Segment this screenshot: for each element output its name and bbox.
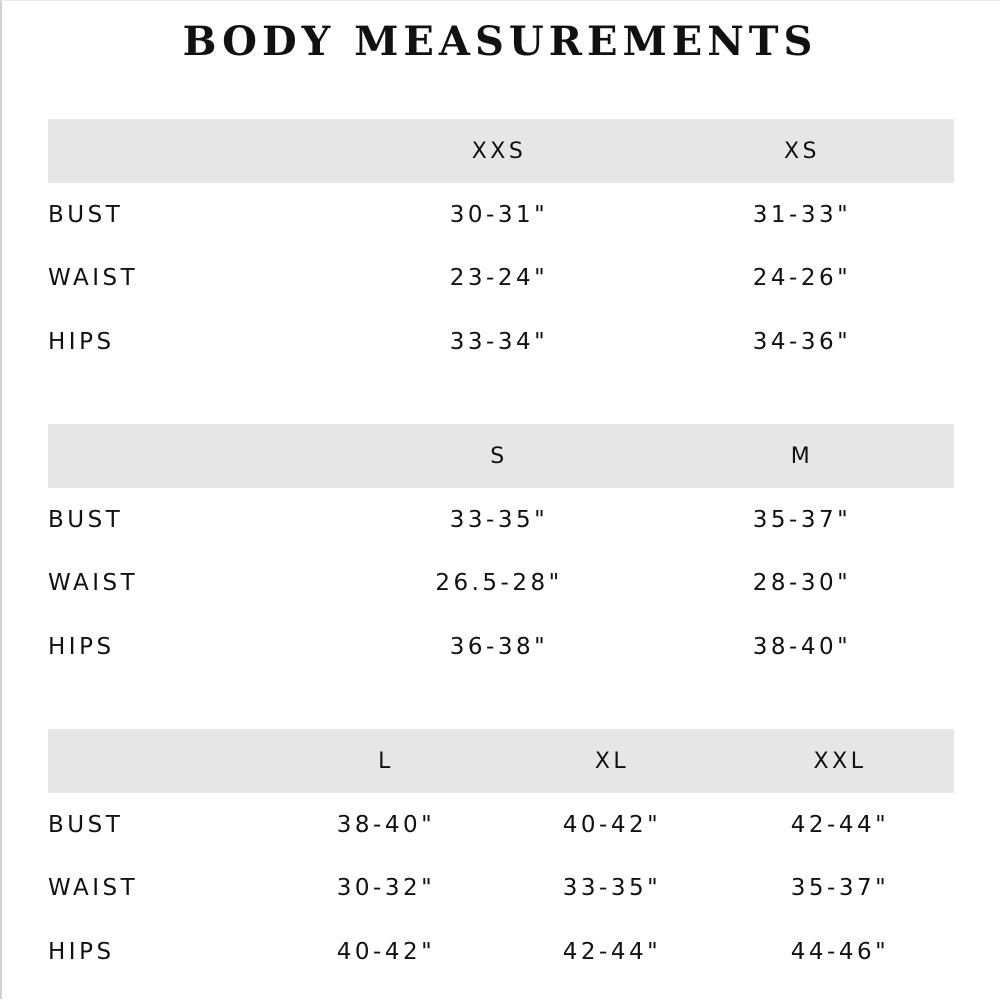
page-title: BODY MEASUREMENTS	[182, 18, 818, 65]
measurement-label: HIPS	[48, 328, 115, 355]
size-table-2	[48, 424, 954, 679]
size-header: XL	[594, 748, 630, 774]
table-row	[48, 793, 954, 857]
measurement-label: HIPS	[48, 938, 115, 965]
table-header-row	[48, 119, 954, 183]
table-row	[48, 552, 954, 616]
measurement-value: 28-30"	[752, 570, 852, 597]
measurement-value: 33-35"	[449, 506, 549, 533]
size-table-3	[48, 729, 954, 984]
measurement-value: 40-42"	[336, 938, 436, 965]
table-header-row	[48, 424, 954, 488]
size-header: M	[790, 443, 814, 469]
measurement-label: BUST	[48, 506, 124, 533]
size-table-1	[48, 119, 954, 374]
measurement-value: 38-40"	[752, 633, 852, 660]
measurement-value: 42-44"	[562, 938, 662, 965]
measurement-value: 31-33"	[752, 201, 852, 228]
table-header-row	[48, 729, 954, 793]
measurement-label: WAIST	[48, 570, 139, 597]
table-row	[48, 488, 954, 552]
size-header: XXS	[471, 138, 527, 164]
measurement-value: 42-44"	[790, 811, 890, 838]
table-row	[48, 183, 954, 247]
measurement-label: WAIST	[48, 265, 139, 292]
measurement-value: 38-40"	[336, 811, 436, 838]
measurement-value: 40-42"	[562, 811, 662, 838]
size-header: L	[378, 748, 394, 774]
measurement-value: 35-37"	[752, 506, 852, 533]
measurement-label: WAIST	[48, 875, 139, 902]
table-row	[48, 615, 954, 679]
measurement-value: 30-32"	[336, 875, 436, 902]
measurement-value: 33-34"	[449, 328, 549, 355]
measurement-value: 30-31"	[449, 201, 549, 228]
size-header: XXL	[813, 748, 867, 774]
table-row	[48, 247, 954, 311]
table-row	[48, 857, 954, 921]
measurement-label: BUST	[48, 811, 124, 838]
measurement-value: 23-24"	[449, 265, 549, 292]
measurement-value: 36-38"	[449, 633, 549, 660]
table-row	[48, 310, 954, 374]
size-header: S	[490, 443, 508, 469]
measurement-value: 34-36"	[752, 328, 852, 355]
measurement-value: 35-37"	[790, 875, 890, 902]
measurement-label: BUST	[48, 201, 124, 228]
measurement-label: HIPS	[48, 633, 115, 660]
measurement-value: 26.5-28"	[435, 570, 563, 597]
measurement-value: 44-46"	[790, 938, 890, 965]
measurement-value: 24-26"	[752, 265, 852, 292]
table-row	[48, 920, 954, 984]
measurement-value: 33-35"	[562, 875, 662, 902]
size-header: XS	[783, 138, 821, 164]
